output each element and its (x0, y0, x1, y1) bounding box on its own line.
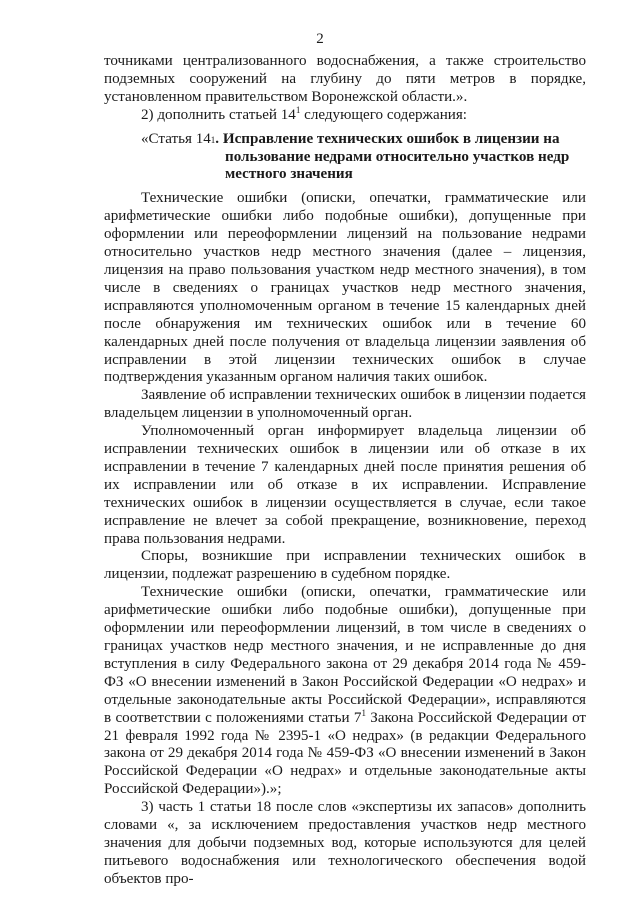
article-number-dot: . (215, 130, 220, 147)
document-body (104, 53, 586, 889)
legacy-errors-text: Технические ошибки (описки, опечатки, грамматические или арифметические ошибки либо подобные ошибки), допущенные при оформлении или переоформлении лицензий, в том числе в сведениях о границах участков недр местного значения, и не исправленные до дня вступления в силу Федерального закона от 29 декабря 2014 года № 459-ФЗ «О внесении изменений в Закон Российской Федерации «О недрах» и отдельные законодательные акты Российской Федерации», исправляются в соответствии с положениями статьи 7 (104, 584, 586, 726)
page-number: 2 (316, 31, 324, 47)
article-title-line-2: пользование недрами относительно участков недр (225, 148, 570, 165)
article-heading: «Статья 14 1 . Исправление технических ошибок в лицензии на пользование недрами относительно участков недр местного значения (104, 131, 586, 185)
item-2-paragraph (104, 104, 586, 125)
legacy-errors-text-end: Закона Российской Федерации от 21 февраля 1992 года № 2395-1 «О недрах» (в редакции Федерального закона от 29 декабря 2014 года № 459-ФЗ «О внесении изменений в Закон Российской Федерации «О недрах» и отдельные законодательные акты Российской Федерации»).»; (104, 709, 587, 798)
paragraph-notification: Уполномоченный орган информирует владельца лицензии об исправлении технических ошибок в лицензии или об отказе в их исправлении в течение 7 календарных дней после принятия решения об их исправлении или об отказе в их исправлении. Исправление технических ошибок в лицензии осуществляется в случае, если такое исправление не влечет за собой прекращение, возникновение, переход права пользования недрами. (104, 423, 586, 547)
item-2-text-end: следующего содержания: (300, 106, 467, 123)
paragraph-technical-errors: Технические ошибки (описки, опечатки, грамматические или арифметические ошибки либо подобные ошибки), допущенные при оформлении или переоформлении лицензий на пользование недрами относительно участков недр местного значения (далее – лицензия, лицензия на право пользования участком недр местного значения), в том числе в сведениях о границах участков недр местного значения, исправляются уполномоченным органом в течение 15 календарных дней после обнаружения им технических ошибок или в течение 60 календарных дней после получения от владельца лицензии заявления об исправлении в этой лицензии технических ошибок в случае подтверждения указанным органом наличия таких ошибок. (104, 190, 586, 386)
paragraph-disputes: Споры, возникшие при исправлении технических ошибок в лицензии, подлежат разрешению в судебном порядке. (104, 548, 586, 583)
article-title-line-1: Исправление технических ошибок в лицензии на (222, 130, 560, 147)
intro-continuation: точниками централизованного водоснабжения, а также строительство подземных сооружений на глубину до пяти метров в порядке, установленном правительством Воронежской области.». (104, 53, 586, 105)
item-2-text: 2) дополнить статьей 14 (141, 106, 296, 123)
item-2-superscript: 1 (295, 104, 301, 115)
legacy-errors-superscript: 1 (361, 707, 366, 718)
item-3-paragraph: 3) часть 1 статьи 18 после слов «экспертизы их запасов» дополнить словами «, за исключением предоставления участков недр местного значения для добычи подземных вод, которые используются для целей питьевого водоснабжения или технологического обеспечения водой объектов про- (104, 799, 586, 887)
paragraph-legacy-errors (104, 584, 586, 799)
article-title-line-3: местного значения (225, 166, 353, 183)
paragraph-application: Заявление об исправлении технических ошибок в лицензии подается владельцем лицензии в уполномоченный орган. (104, 387, 586, 422)
article-number: «Статья 14 (141, 130, 211, 147)
